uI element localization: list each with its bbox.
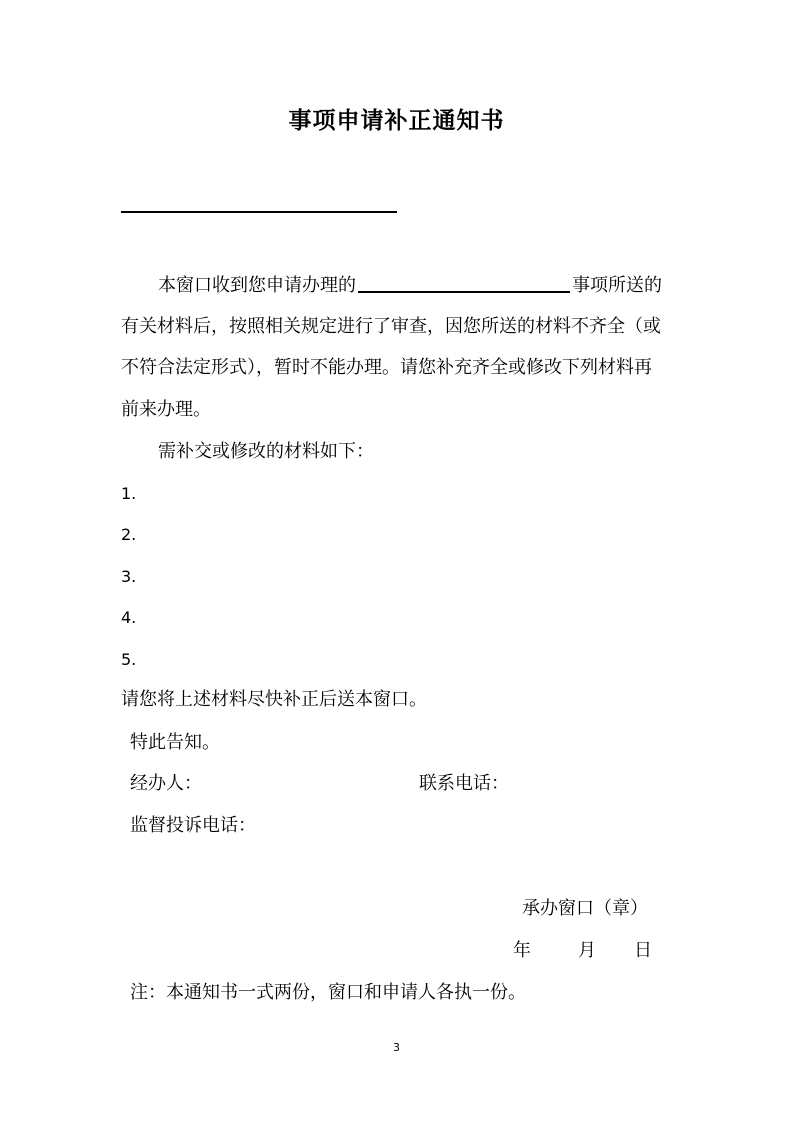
material-item-1: 1.	[121, 484, 137, 503]
handler-label: 经办人：	[130, 773, 202, 794]
page-title: 事项申请补正通知书	[288, 107, 505, 134]
date-day: 日	[634, 940, 652, 961]
materials-intro: 需补交或修改的材料如下：	[158, 441, 374, 462]
item-name-blank	[358, 273, 570, 293]
complaint-phone-label: 监督投诉电话：	[130, 815, 256, 836]
material-item-3: 3.	[121, 567, 137, 586]
page-number: 3	[393, 1041, 400, 1054]
phone-label: 联系电话：	[419, 773, 509, 794]
footnote: 注：本通知书一式两份，窗口和申请人各执一份。	[130, 982, 526, 1003]
request-text: 请您将上述材料尽快补正后送本窗口。	[121, 689, 427, 710]
date-month: 月	[578, 940, 596, 961]
para1-suffix: 事项所送的	[572, 275, 662, 296]
date-year: 年	[513, 940, 531, 961]
paragraph-line-2: 有关材料后，按照相关规定进行了审查，因您所送的材料不齐全（或	[121, 316, 661, 337]
para1-prefix: 本窗口收到您申请办理的	[158, 275, 356, 296]
material-item-5: 5.	[121, 650, 137, 669]
recipient-blank-line	[121, 211, 397, 213]
paragraph-line-3: 不符合法定形式），暂时不能办理。请您补充齐全或修改下列材料再	[121, 357, 652, 378]
office-seal-label: 承办窗口（章）	[522, 898, 648, 919]
material-item-4: 4.	[121, 608, 137, 627]
material-item-2: 2.	[121, 525, 137, 544]
paragraph-line-1	[158, 273, 662, 298]
notice-text: 特此告知。	[130, 732, 220, 753]
paragraph-line-4: 前来办理。	[121, 399, 211, 420]
